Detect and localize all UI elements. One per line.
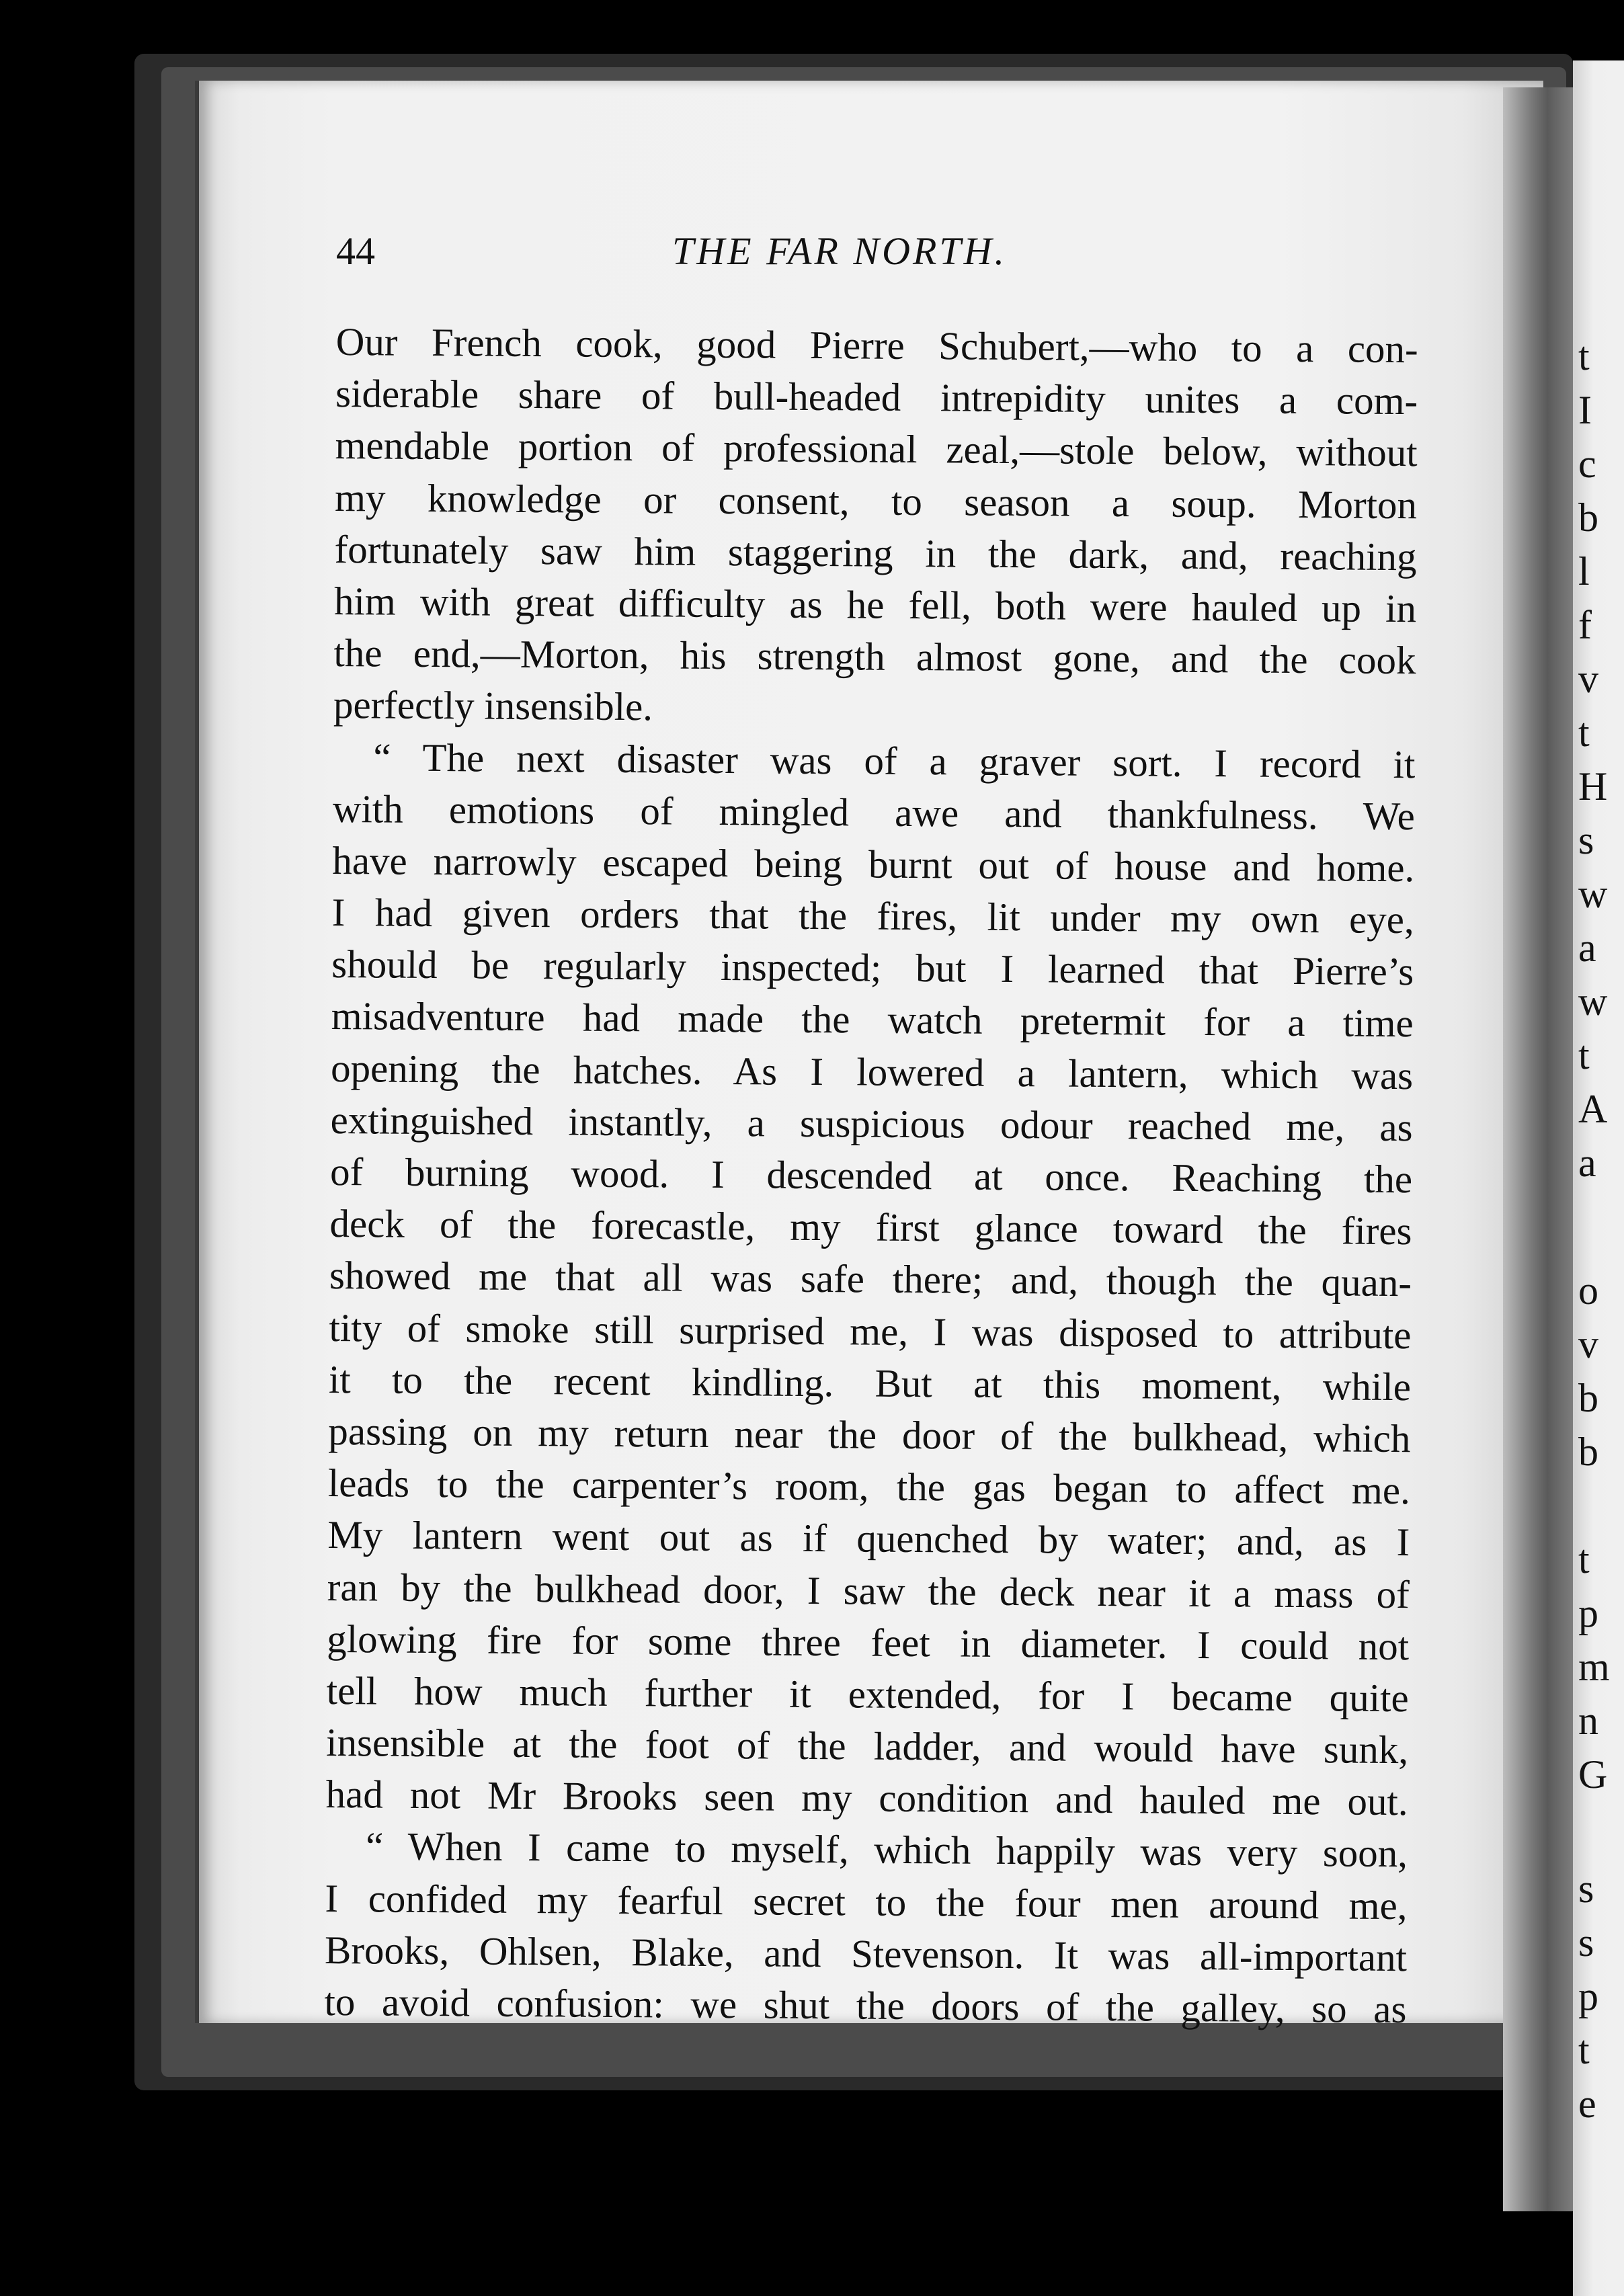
facing-page-fragment: t [1578, 1033, 1590, 1077]
facing-page-fragment: l [1578, 549, 1590, 593]
text-line: deck of the forecastle, my first glance toward the fires [329, 1201, 1412, 1254]
facing-page-fragment: H [1578, 764, 1608, 809]
facing-page-fragment: I [1578, 388, 1592, 432]
page-number: 44 [336, 229, 375, 273]
text-line: showed me that all was safe there; and, though the quan- [329, 1253, 1412, 1305]
facing-page-fragment: f [1578, 603, 1592, 647]
text-line: should be regularly inspected; but I learned that Pierre’s [331, 942, 1414, 994]
facing-page-fragment: b [1578, 1430, 1598, 1474]
facing-page-fragment: a [1578, 1141, 1596, 1185]
text-line: it to the recent kindling. But at this moment, while [328, 1356, 1412, 1409]
facing-page-fragment: b [1578, 1376, 1598, 1420]
facing-page-fragment: e [1578, 2082, 1596, 2126]
facing-page-fragment: t [1578, 1537, 1590, 1582]
facing-page-fragment: c [1578, 442, 1596, 486]
text-line: fortunately saw him staggering in the dark, and, reaching [334, 526, 1417, 579]
text-line: “ When I came to myself, which happily was very soon, [365, 1823, 1408, 1876]
facing-page-fragment: v [1578, 657, 1598, 701]
facing-page-fragment: o [1578, 1268, 1598, 1313]
facing-page-fragment: m [1578, 1645, 1610, 1689]
facing-page-fragment: w [1578, 979, 1608, 1024]
text-line: passing on my return near the door of the bulkhead, which [328, 1408, 1411, 1461]
text-line: have narrowly escaped being burnt out of house and home. [332, 837, 1415, 891]
facing-page-fragment: A [1578, 1087, 1608, 1131]
facing-page-fragment: n [1578, 1698, 1598, 1743]
page-gutter-shadow [1503, 87, 1584, 2211]
facing-page-fragment: p [1578, 1974, 1598, 2018]
facing-page-fragment: s [1578, 1920, 1594, 1965]
facing-page-fragment: t [1578, 334, 1590, 378]
page-body-text [324, 316, 1418, 2035]
text-line: with emotions of mingled awe and thankfulness. We [332, 786, 1416, 838]
running-title: THE FAR NORTH. [672, 229, 1008, 273]
text-line: misadventure had made the watch pretermit for a time [331, 993, 1414, 1046]
facing-page-fragment: w [1578, 872, 1608, 916]
text-line: my knowledge or consent, to season a soup. Morton [334, 475, 1418, 527]
text-line: I confided my fearful secret to the four men around me, [325, 1875, 1408, 1928]
text-line: perfectly insensible. [333, 682, 653, 729]
text-line: I had given orders that the fires, lit under my own eye, [331, 890, 1414, 942]
text-line: tell how much further it extended, for I became quite [326, 1668, 1409, 1721]
page-header [336, 229, 1412, 286]
facing-page-edge [1573, 60, 1624, 2296]
text-line: the end,—Morton, his strength almost gone, and the cook [333, 630, 1416, 683]
text-line: extinguished instantly, a suspicious odour reached me, as [330, 1097, 1413, 1150]
text-line: Our French cook, good Pierre Schubert,—who to a con- [335, 319, 1418, 372]
facing-page-fragment: v [1578, 1322, 1598, 1366]
facing-page-fragment: s [1578, 818, 1594, 862]
text-line: “ The next disaster was of a graver sort. I record it [373, 734, 1416, 786]
text-line: tity of smoke still surprised me, I was disposed to attribute [329, 1305, 1412, 1357]
text-line: Brooks, Ohlsen, Blake, and Stevenson. It was all-important [324, 1927, 1408, 1979]
text-line: siderable share of bull-headed intrepidity unites a com- [335, 371, 1418, 423]
facing-page-fragment: b [1578, 495, 1598, 540]
facing-page-fragment: G [1578, 1752, 1608, 1797]
facing-page-fragment: p [1578, 1591, 1598, 1635]
text-line: him with great difficulty as he fell, both were hauled up in [333, 578, 1417, 631]
facing-page-fragment: t [1578, 710, 1590, 755]
text-line: My lantern went out as if quenched by water; and, as I [327, 1512, 1410, 1565]
text-line: mendable portion of professional zeal,—stole below, without [335, 423, 1418, 475]
text-line: ran by the bulkhead door, I saw the deck near it a mass of [327, 1564, 1410, 1616]
facing-page-fragment: s [1578, 1867, 1594, 1911]
text-line: to avoid confusion: we shut the doors of the galley, so as [324, 1979, 1407, 2032]
text-line: leads to the carpenter’s room, the gas began to affect me. [327, 1461, 1411, 1513]
text-line: insensible at the foot of the ladder, and would have sunk, [325, 1720, 1409, 1772]
text-line: opening the hatches. As I lowered a lantern, which was [330, 1045, 1414, 1098]
facing-page-fragment: t [1578, 2028, 1590, 2072]
text-line: of burning wood. I descended at once. Reaching the [329, 1149, 1413, 1202]
text-line: glowing fire for some three feet in diameter. I could not [327, 1616, 1410, 1668]
text-line: had not Mr Brooks seen my condition and hauled me out. [325, 1772, 1408, 1824]
facing-page-fragment: a [1578, 926, 1596, 970]
